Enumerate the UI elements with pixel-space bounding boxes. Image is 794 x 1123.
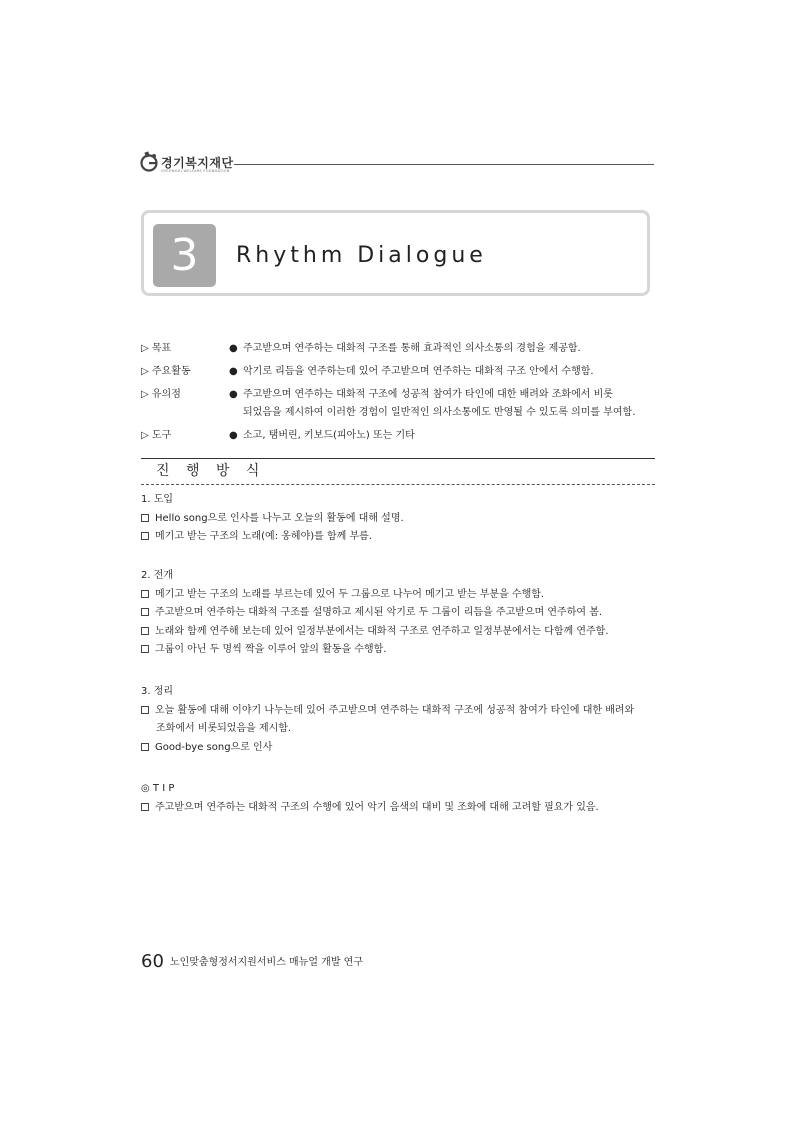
info-row-goal bbox=[141, 340, 661, 358]
page-number: 60 bbox=[141, 951, 164, 972]
list-item: Hello song으로 인사를 나누고 오늘의 활동에 대해 설명. bbox=[141, 510, 661, 529]
step-wrapup bbox=[141, 683, 661, 757]
step-heading: 2. 전개 bbox=[141, 570, 174, 581]
checkbox-icon bbox=[141, 627, 149, 635]
list-item: 메기고 받는 구조의 노래(예: 옹헤야)를 함께 부름. bbox=[141, 528, 661, 547]
chapter-title-box bbox=[141, 210, 650, 296]
bullet-icon: ● bbox=[229, 366, 238, 377]
list-item: 메기고 받는 구조의 노래를 부르는데 있어 두 그룹으로 나누어 메기고 받는 부분을 수행함. bbox=[141, 586, 661, 605]
list-item: 주고받으며 연주하는 대화적 구조의 수행에 있어 악기 음색의 대비 및 조화에 대해 고려할 필요가 있음. bbox=[141, 799, 661, 818]
info-value: 주고받으며 연주하는 대화적 구조에 성공적 참여가 타인에 대한 배려와 조화에서 비롯 bbox=[243, 389, 613, 400]
bullet-icon: ● bbox=[229, 430, 238, 441]
info-value: 주고받으며 연주하는 대화적 구조를 통해 효과적인 의사소통의 경험을 제공함. bbox=[243, 343, 581, 354]
list-item: 그룹이 아닌 두 명씩 짝을 이루어 앞의 활동을 수행함. bbox=[141, 641, 661, 660]
chapter-title: Rhythm Dialogue bbox=[236, 243, 487, 268]
section-title: 진 행 방 식 bbox=[156, 463, 266, 479]
info-value: 소고, 탬버린, 키보드(피아노) 또는 기타 bbox=[243, 430, 415, 441]
section-rule-bottom bbox=[141, 484, 655, 485]
bullet-icon: ● bbox=[229, 343, 238, 354]
logo-text: 경기복지재단 bbox=[161, 156, 234, 170]
bullet-icon: ● bbox=[229, 389, 238, 400]
list-item: 노래와 함께 연주해 보는데 있어 일정부분에서는 대화적 구조로 연주하고 일정부분에서는 다함께 연주함. bbox=[141, 623, 661, 642]
checkbox-icon bbox=[141, 706, 149, 714]
step-heading: 3. 정리 bbox=[141, 686, 174, 697]
section-rule-top bbox=[141, 458, 655, 459]
tip-section bbox=[141, 780, 661, 817]
page-footer bbox=[141, 951, 363, 972]
checkbox-icon bbox=[141, 514, 149, 522]
list-item: 주고받으며 연주하는 대화적 구조를 설명하고 제시된 악기로 두 그룹이 리듬을 주고받으며 연주하여 봄. bbox=[141, 604, 661, 623]
info-row-notes bbox=[141, 386, 661, 424]
logo-subtext: GYEONGGI WELFARE FOUNDATION bbox=[161, 169, 230, 173]
info-row-tools bbox=[141, 427, 661, 445]
info-label: ▷ 주요활동 bbox=[141, 366, 191, 377]
list-item-continued: 조화에서 비롯되었음을 제시함. bbox=[156, 723, 292, 734]
info-label: ▷ 도구 bbox=[141, 430, 172, 441]
info-row-activity bbox=[141, 363, 661, 381]
footer-title: 노인맞춤형정서지원서비스 매뉴얼 개발 연구 bbox=[169, 957, 363, 968]
header-rule bbox=[234, 164, 654, 165]
checkbox-icon bbox=[141, 803, 149, 811]
chapter-number: 3 bbox=[153, 224, 216, 287]
info-label: ▷ 유의점 bbox=[141, 389, 181, 400]
info-value: 악기로 리듬을 연주하는데 있어 주고받으며 연주하는 대화적 구조 안에서 수행함. bbox=[243, 366, 594, 377]
checkbox-icon bbox=[141, 590, 149, 598]
checkbox-icon bbox=[141, 645, 149, 653]
info-value: 되었음을 제시하여 이러한 경험이 일반적인 의사소통에도 반영될 수 있도록 의미를 부여함. bbox=[243, 407, 636, 418]
logo-mark-icon bbox=[139, 151, 159, 173]
list-item: 오늘 활동에 대해 이야기 나누는데 있어 주고받으며 연주하는 대화적 구조에 성공적 참여가 타인에 대한 배려와 bbox=[141, 702, 661, 721]
checkbox-icon bbox=[141, 608, 149, 616]
step-development bbox=[141, 567, 661, 660]
foundation-logo bbox=[139, 151, 234, 177]
step-intro bbox=[141, 491, 661, 547]
list-item: Good-bye song으로 인사 bbox=[141, 739, 661, 758]
checkbox-icon bbox=[141, 532, 149, 540]
tip-heading: ◎ T I P bbox=[141, 783, 175, 794]
step-heading: 1. 도입 bbox=[141, 494, 174, 505]
info-label: ▷ 목표 bbox=[141, 343, 172, 354]
checkbox-icon bbox=[141, 743, 149, 751]
